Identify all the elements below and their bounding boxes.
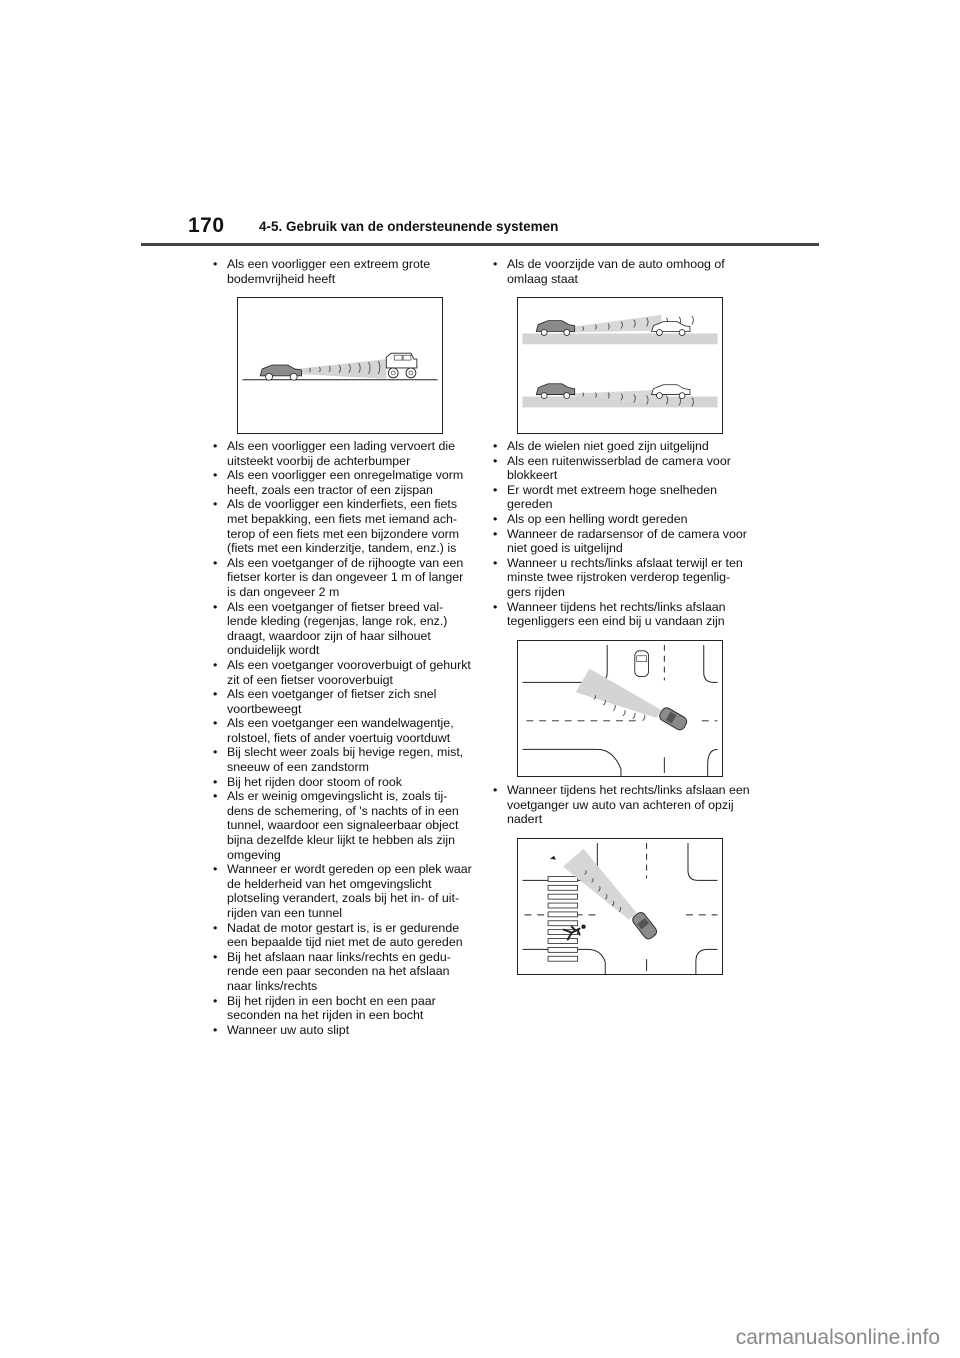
figure-high-clearance-vehicle (237, 297, 443, 434)
watermark: carmanualsonline.info (735, 1326, 940, 1349)
list-item: • Als de voorligger een kinderfiets, een fiets met bepakking, een fiets met iemand ach-terop of een fiets met een bijzondere vorm (fiets met een kinderzitje, tandem, enz.) is (210, 497, 472, 555)
turning-intersection-illustration (518, 641, 722, 776)
list-item: • Als een voetganger of de rijhoogte van een fietser korter is dan ongeveer 1 m of langer is dan ongeveer 2 m (210, 556, 472, 600)
list-item: • Als op een helling wordt gereden (490, 512, 752, 527)
list-item: • Als een voetganger een wandelwagentje, rolstoel, fiets of ander voertuig voortduwt (210, 716, 472, 745)
list-item: • Als de voorzijde van de auto omhoog of omlaag staat (490, 257, 752, 286)
nose-up-down-illustration (518, 298, 722, 433)
list-item: • Wanneer u rechts/links afslaat terwijl er ten minste twee rijstroken verderop tegenlig-gers rijden (490, 556, 752, 600)
list-item: • Als een voorligger een extreem grote bodemvrijheid heeft (210, 257, 472, 286)
figure-turning-oncoming-distant (517, 640, 723, 777)
list-item: • Als een voetganger vooroverbuigt of gehurkt zit of een fietser vooroverbuigt (210, 658, 472, 687)
list-item: • Bij het rijden door stoom of rook (210, 775, 472, 790)
list-item: • Als er weinig omgevingslicht is, zoals tij-dens de schemering, of 's nachts of in een tunnel, waardoor een signaleerbaar object bijna dezelfde kleur lijkt te hebben als zijn omgeving (210, 789, 472, 862)
list-item: • Als de wielen niet goed zijn uitgelijnd (490, 439, 752, 454)
list-item: • Als een voorligger een onregelmatige vorm heeft, zoals een tractor of een zijspan (210, 468, 472, 497)
list-item: • Als een voetganger of fietser breed val-lende kleding (regenjas, lange rok, enz.) draagt, waardoor zijn of haar silhouet onduidelijk wordt (210, 600, 472, 658)
right-outro-list (490, 783, 752, 827)
page-number: 170 (188, 214, 225, 237)
figure-turning-pedestrian (517, 838, 723, 975)
list-item: • Bij slecht weer zoals bij hevige regen, mist, sneeuw of een zandstorm (210, 745, 472, 774)
list-item: • Wanneer er wordt gereden op een plek waar de helderheid van het omgevingslicht plotseling verandert, zoals bij het in- of uit-rijden van een tunnel (210, 862, 472, 920)
left-intro-list (210, 257, 472, 286)
figure-vehicle-nose-up-down (517, 297, 723, 434)
list-item: • Wanneer de radarsensor of de camera voor niet goed is uitgelijnd (490, 527, 752, 556)
list-item: • Bij het afslaan naar links/rechts en gedu-rende een paar seconden na het afslaan naar links/rechts (210, 950, 472, 994)
list-item: • Wanneer tijdens het rechts/links afslaan tegenliggers een eind bij u vandaan zijn (490, 600, 752, 629)
list-item: • Als een ruitenwisserblad de camera voor blokkeert (490, 454, 752, 483)
list-item: • Als een voorligger een lading vervoert die uitsteekt voorbij de achterbumper (210, 439, 472, 468)
header-rule (141, 243, 819, 246)
list-item: • Wanneer tijdens het rechts/links afslaan een voetganger uw auto van achteren of opzij nadert (490, 783, 752, 827)
high-clearance-vehicle-illustration (238, 298, 442, 433)
list-item: • Wanneer uw auto slipt (210, 1023, 472, 1038)
section-title: 4-5. Gebruik van de ondersteunende systemen (259, 219, 559, 234)
list-item: • Er wordt met extreem hoge snelheden gereden (490, 483, 752, 512)
list-item: • Bij het rijden in een bocht en een paar seconden na het rijden in een bocht (210, 994, 472, 1023)
list-item: • Als een voetganger of fietser zich snel voortbeweegt (210, 687, 472, 716)
left-conditions-list (210, 439, 472, 1037)
pedestrian-crossing-illustration (518, 839, 722, 974)
right-conditions-list (490, 439, 752, 629)
right-intro-list (490, 257, 752, 286)
list-item: • Nadat de motor gestart is, is er gedurende een bepaalde tijd niet met de auto gereden (210, 921, 472, 950)
